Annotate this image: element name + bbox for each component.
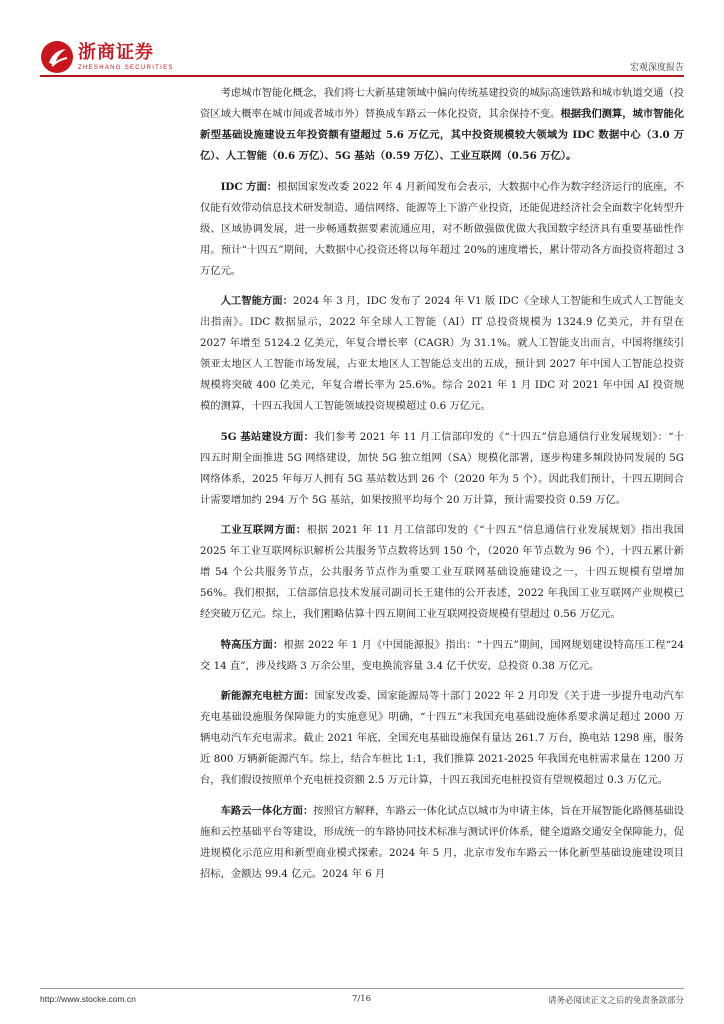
report-body <box>200 83 684 894</box>
paragraph-idc: IDC 方面：根据国家发改委 2022 年 4 月新闻发布会表示，大数据中心作为数字经济运行的底座，不仅能有效带动信息技术研发制造、通信网络、能源等上下游产业投资，还能促进经济社会全面数字化转型升级、区域协调发展，进一步畅通数据要素流通应用，对不断做强做优做大我国数字经济具有重要基础性作用。预计“十四五”期间，大数据中心投资还将以每年超过 20%的速度增长，累计带动各方面投资将超过 3 万亿元。 <box>200 180 684 277</box>
page-number: 7/16 <box>352 994 372 1004</box>
footer-divider <box>40 988 684 989</box>
logo-english-name: ZHESHANG SECURITIES <box>78 64 174 71</box>
paragraph-uhv: 特高压方面：根据 2022 年 1 月《中国能源报》指出：“十四五”期间，国网规划建设特高压工程“24 交 14 直”，涉及线路 3 万余公里，变电换流容量 3.4 亿千伏安，总投资 0.38 万亿元。 <box>200 638 684 672</box>
key-conclusion: 根据我们测算，城市智能化新型基础设施建设五年投资额有望超过 5.6 万亿元，其中投资规模较大领域为 IDC 数据中心（3.0 万亿）、人工智能（0.6 万亿）、5G 基站（0.59 万亿）、工业互联网（0.56 万亿）。 <box>200 108 685 162</box>
paragraph-intro: 考虑城市智能化概念，我们将七大新基建领域中偏向传统基建投资的城际高速铁路和城市轨道交通（投资区域大概率在城市间或者城市外）替换成车路云一体化投资，其余保持不变。根据我们测算，城市智能化新型基础设施建设五年投资额有望超过 5.6 万亿元，其中投资规模较大领域为 IDC 数据中心（3.0 万亿）、人工智能（0.6 万亿）、5G 基站（0.59 万亿）、工业互联网（0.56 万亿）。 <box>200 87 685 162</box>
header-divider <box>40 75 684 77</box>
report-type-label: 宏观深度报告 <box>629 63 684 73</box>
paragraph-industrial-internet: 工业互联网方面：根据 2021 年 11 月工信部印发的《“十四五”信息通信行业发展规划》指出我国 2025 年工业互联网标识解析公共服务节点数将达到 150 个，（2020 年节点数为 96 个），十四五累计新增 54 个公共服务节点，公共服务节点作为重要工业互联网基础设施建设之一，十四五规模有望增加 56%。我们根据，工信部信息技术发展司副司长王建伟的公开表述，2022 年我国工业互联网产业规模已经突破万亿元。综上，我们粗略估算十四五期间工业互联网投资规模有望超过 0.56 万亿元。 <box>200 524 684 620</box>
paragraph-vehicle-road-cloud: 车路云一体化方面：按照官方解释，车路云一体化试点以城市为申请主体，旨在开展智能化路侧基础设施和云控基础平台等建设，形成统一的车路协同技术标准与测试评价体系，健全道路交通安全保障能力，促进规模化示范应用和新型商业模式探索。2024 年 5 月，北京市发布车路云一体化新型基础设施建设项目招标，金额达 99.4 亿元。2024 年 6 月 <box>200 804 685 880</box>
section-lead: 新能源充电桩方面： <box>220 690 315 702</box>
page-header <box>0 0 724 80</box>
section-lead: IDC 方面： <box>220 180 278 193</box>
disclaimer-note: 请务必阅读正文之后的免责条款部分 <box>547 996 684 1006</box>
section-lead: 工业互联网方面： <box>220 524 307 536</box>
paragraph-ai: 人工智能方面：2024 年 3 月，IDC 发布了 2024 年 V1 版 IDC《全球人工智能和生成式人工智能支出指南》。IDC 数据显示，2022 年全球人工智能（AI）IT 总投资规模为 1324.9 亿美元，并有望在 2027 年增至 5124.2 亿美元，年复合增长率（CAGR）为 31.1%。就人工智能支出而言，中国将继续引领亚太地区人工智能市场发展，占亚太地区人工智能总支出的五成，预计到 2027 年中国人工智能总投资规模将突破 400 亿美元，年复合增长率为 25.6%。综合 2021 年 1 月 IDC 对 2021 年中国 AI 投资规模的测算，十四五我国人工智能领域投资规模超过 0.6 万亿元。 <box>200 295 685 412</box>
website-link[interactable]: http://www.stocke.com.cn <box>40 994 136 1004</box>
section-lead: 5G 基站建设方面： <box>220 430 315 443</box>
section-lead: 车路云一体化方面： <box>220 804 314 817</box>
paragraph-5g: 5G 基站建设方面：我们参考 2021 年 11 月工信部印发的《“十四五”信息通信行业发展规划》：“十四五时期全面推进 5G 网络建设，加快 5G 独立组网（SA）规模化部署，逐步构建多频段协同发展的 5G 网络体系，2025 年每万人拥有 5G 基站数达到 26 个（2020 年为 5 个）。因此我们预计，十四五期间合计需要增加约 294 万个 5G 基站，如果按照平均每个 20 万计算，预计需要投资 0.59 万亿。 <box>200 430 685 506</box>
logo-chinese-name: 浙商证券 <box>78 41 154 63</box>
company-logo <box>40 40 174 74</box>
section-lead: 人工智能方面： <box>220 295 293 307</box>
logo-emblem-icon <box>40 40 74 74</box>
paragraph-charging: 新能源充电桩方面：国家发改委、国家能源局等十部门 2022 年 2 月印发《关于进一步提升电动汽车充电基础设施服务保障能力的实施意见》明确，“十四五”末我国充电基础设施体系要求满足超过 2000 万辆电动汽车充电需求。截止 2021 年底，全国充电基础设施保有量达 261.7 万台，换电站 1298 座，服务近 800 万辆新能源汽车。综上，结合车桩比 1:1，我们推算 2021-2025 年我国充电桩需求量在 1200 万台，我们假设按照单个充电桩投资额 2.5 万元计算，十四五我国充电桩投资有望规模超过 0.3 万亿元。 <box>200 690 684 786</box>
section-lead: 特高压方面： <box>220 638 284 651</box>
page-footer <box>40 988 684 1008</box>
